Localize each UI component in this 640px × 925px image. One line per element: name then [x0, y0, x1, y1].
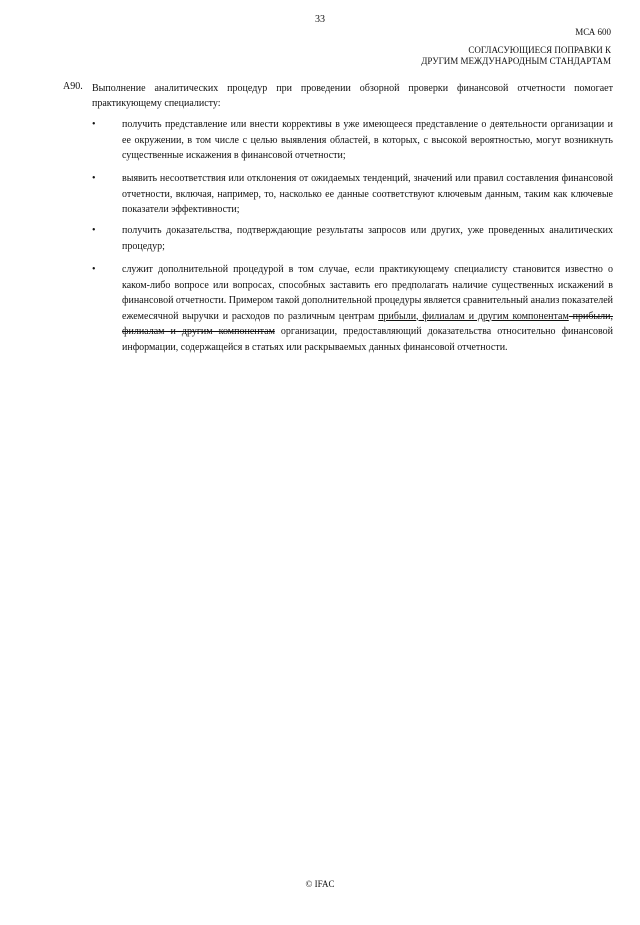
text-segment: служит дополнительной процедурой в том случае, если практикующему специалисту становится известно о каком-либо вопросе или вопросах, способных заставить его предполагать наличие существенных искажений в финансовой отчетности. Примером такой дополнительной процедуры является сравнительный анализ показателей ежемесячной выручки и расходов по различным центрам [122, 264, 613, 322]
footer-copyright: © IFAC [305, 879, 335, 889]
header-title-line-2: ДРУГИМ МЕЖДУНАРОДНЫМ СТАНДАРТАМ [421, 56, 611, 66]
list-item [92, 262, 613, 355]
bullet-icon: • [92, 225, 96, 236]
inserted-text: прибыли, филиалам и другим компонентам [378, 310, 569, 322]
list-item [92, 223, 613, 254]
list-item-text: получить доказательства, подтверждающие результаты запросов или других, уже проведенных аналитических процедур; [122, 225, 613, 252]
list-item [92, 171, 613, 218]
list-item [92, 117, 613, 164]
list-item-text: получить представление или внести коррективы в уже имеющееся представление о деятельности организации и ее окружении, в том числе с целью выявления областей, в которых, с высокой вероятностью, могут возникнуть существенные искажения в финансовой отчетности; [122, 119, 613, 161]
standard-code: МСА 600 [575, 27, 611, 37]
bullet-icon: • [92, 119, 96, 130]
header-title-line-1: СОГЛАСУЮЩИЕСЯ ПОПРАВКИ К [468, 45, 611, 55]
list-item-text [122, 262, 613, 355]
deleted-text: прибыли, филиалам и другим компонентам [122, 310, 613, 337]
bullet-icon: • [92, 264, 96, 275]
header-title [421, 45, 611, 67]
paragraph-intro: Выполнение аналитических процедур при проведении обзорной проверки финансовой отчетности помогает практикующему специалисту: [92, 83, 613, 109]
list-item-text: выявить несоответствия или отклонения от ожидаемых тенденций, значений или правил составления финансовой отчетности, включая, например, то, насколько ее данные соответствуют ключевым данным, таким как ключевые показатели эффективности; [122, 173, 613, 215]
bullet-icon: • [92, 173, 96, 184]
page-number: 33 [315, 14, 325, 25]
paragraph-label: А90. [63, 81, 83, 92]
text-segment: организации, предоставляющий доказательства относительно финансовой информации, содержащейся в статьях или раскрываемых данных финансовой отчетности. [122, 326, 613, 353]
